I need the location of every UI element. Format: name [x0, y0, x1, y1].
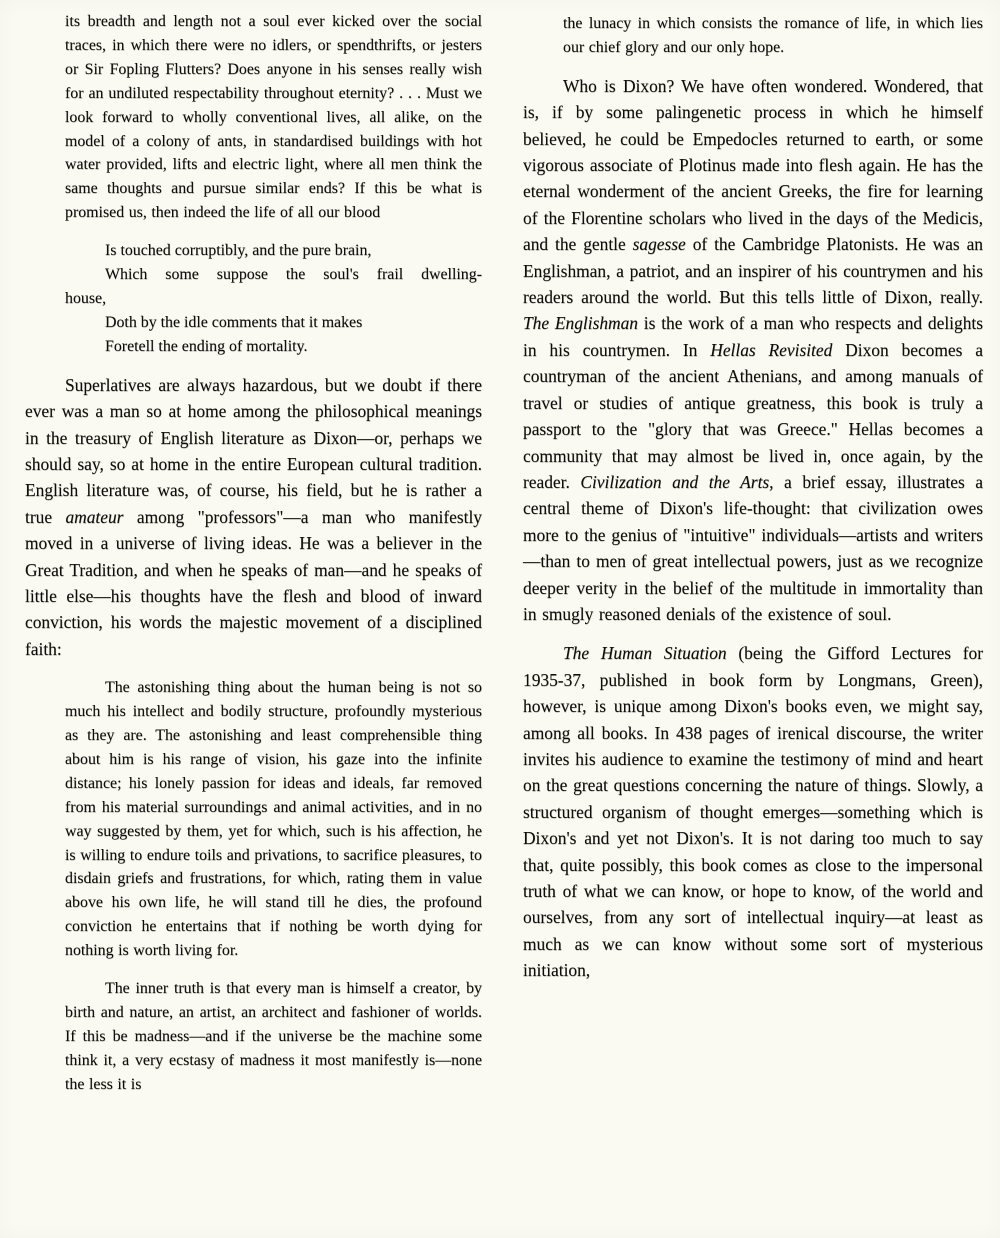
blockquote-inner-truth: The inner truth is that every man is himself a creator, by birth and nature, an artist, an architect and fashioner of worlds. If this be madness—and if the universe be the machine some think it, a very ecstasy of madness it most manifestly is—none the less it is: [65, 980, 482, 1093]
quote-continuation-right: the lunacy in which consists the romance of life, in which lies our chief glory and our only hope.: [563, 15, 983, 56]
text-segment: Who is Dixon? We have often wondered. Wondered, that is, if by some palingenetic process in which he himself believed, he could be Empedocles returned to earth, or some vigorous associate of Plotinus made into flesh again. He has the eternal wonderment of the ancient Greeks, the fire for learning of the Florentine scholars who lived in the days of the Medicis, and the gentle: [523, 75, 983, 255]
text-segment: a brief essay, illustrates a central theme of Dixon's life-thought: that civilization owes more to the genius of "intuitive" individuals—artists and writers—than to men of great intellectual powers, just as we recognize deeper verity in the belief of the multitude in immortality than in smugly reasoned denials of the existence of soul.: [523, 471, 983, 624]
verse-line: Which some suppose the soul's frail dwelling-: [105, 266, 482, 284]
text-segment: of the Cambridge Platonists. He was an Englishman, a patriot, and an inspirer of his countrymen and his readers around the world. But this tells little of Dixon, really.: [523, 234, 983, 308]
text-segment-italic: sagesse: [632, 234, 686, 255]
text-segment-italic: Civilization and the Arts,: [580, 471, 774, 492]
text-segment-italic: The Human Situation: [563, 643, 727, 664]
paragraph-human-situation: [523, 640, 983, 983]
verse-line: Is touched corruptibly, and the pure brain,: [105, 242, 372, 260]
text-segment: is the work of a man who respects and delights in his countrymen. In: [523, 313, 983, 360]
right-column: [523, 12, 983, 984]
text-segment-italic: amateur: [65, 506, 124, 527]
quote-continuation-left: its breadth and length not a soul ever kicked over the social traces, in which there were no idlers, or spendthrifts, or jesters or Sir Fopling Flutters? Does anyone in his senses really wish for an undiluted respectability throughout eternity? . . . Must we look forward to wholly conventional lives, all alike, on the model of a colony of ants, in standardised buildings with hot water provided, lifts and electric light, where all men think the same thoughts and pursue similar ends? If this be what is promised us, then indeed the life of all our blood: [65, 13, 482, 222]
text-segment-italic: The Englishman: [523, 313, 638, 334]
text-segment-italic: Hellas Revisited: [710, 339, 833, 360]
left-column: [25, 10, 482, 1097]
text-segment: (being the Gifford Lectures for 1935-37, published in book form by Longmans, Green), however, is unique among Dixon's books even, we might say, among all books. In 438 pages of irenical discourse, the writer invites his audience to examine the testimony of mind and heart on the great questions concerning the nature of things. Slowly, a structured organism of thought emerges—something which is Dixon's and yet not Dixon's. It is not daring too much to say that, quite possibly, this book comes as close to the impersonal truth of what we can know, or hope to know, of the world and ourselves, from any sort of intellectual inquiry—at least as much as we can know without some sort of mysterious initiation,: [523, 643, 983, 981]
paragraph-superlatives: [25, 372, 482, 662]
verse-line: house,: [65, 289, 107, 307]
verse-block: [65, 239, 482, 359]
text-segment: Superlatives are always hazardous, but we doubt if there ever was a man so at home among the philosophical meanings in the treasury of English literature as Dixon—or, perhaps we should say, so at home in the entire European cultural tradition. English literature was, of course, his field, but he is rather a true: [25, 374, 482, 527]
blockquote-astonishing: The astonishing thing about the human being is not so much his intellect and bodily structure, profoundly mysterious as they are. The astonishing and least comprehensible thing about him is his range of vision, his gaze into the infinite distance; his lonely passion for ideas and ideals, far removed from his material surroundings and animal activities, and in no way suggested by them, yet for which, such is his affection, he is willing to endure toils and privations, to sacrifice pleasures, to disdain griefs and frustrations, for which, rating them in value above his own life, he will stand till he dies, the profound conviction he entertains that if nothing be worth dying for nothing is worth living for.: [65, 679, 482, 960]
text-segment: Dixon becomes a countryman of the ancient Athenians, and among manuals of travel or studies of antique greatness, this book is truly a passport to the "glory that was Greece." Hellas becomes a community that may almost be lived in, once again, by the reader.: [523, 339, 983, 492]
verse-line: Doth by the idle comments that it makes: [105, 313, 363, 331]
paragraph-who-is-dixon: [523, 73, 983, 628]
text-segment: among "professors"—a man who manifestly moved in a universe of living ideas. He was a believer in the Great Tradition, and when he speaks of man—and he speaks of little else—his thoughts have the flesh and blood of inward conviction, his words the majestic movement of a disciplined faith:: [25, 506, 482, 659]
verse-line: Foretell the ending of mortality.: [105, 337, 308, 355]
